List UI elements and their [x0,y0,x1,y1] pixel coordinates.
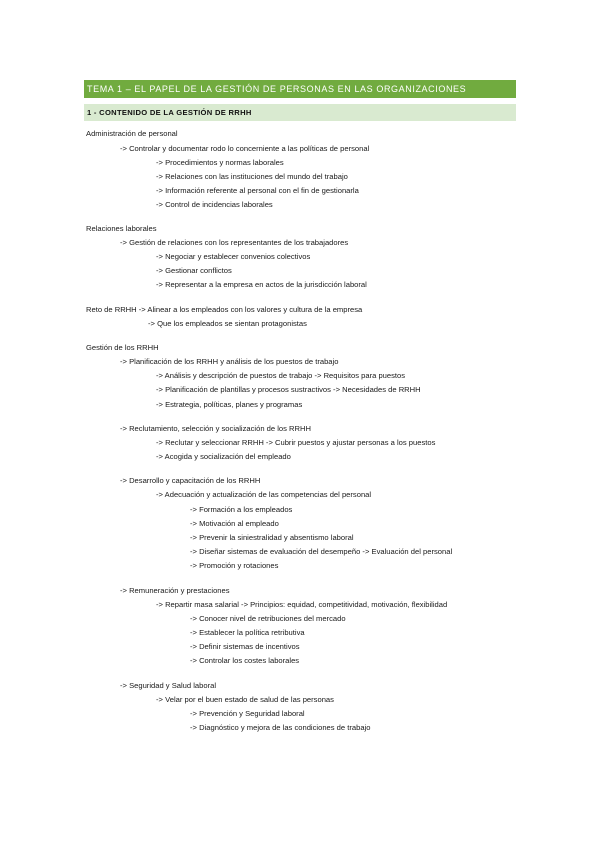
outline-item: -> Gestión de relaciones con los representantes de los trabajadores [120,238,349,247]
outline-subsubitem: -> Diseñar sistemas de evaluación del desempeño -> Evaluación del personal [190,547,453,556]
outline-item: -> Seguridad y Salud laboral [120,681,217,690]
outline-subitem: -> Procedimientos y normas laborales [156,158,284,167]
outline-subsubitem: -> Prevención y Seguridad laboral [190,709,305,718]
outline-subitem: -> Reclutar y seleccionar RRHH -> Cubrir puestos y ajustar personas a los puestos [156,438,436,447]
outline-heading: Relaciones laborales [86,224,157,233]
outline-subitem: -> Representar a la empresa en actos de la jurisdicción laboral [156,280,367,289]
outline-subsubitem: -> Formación a los empleados [190,505,293,514]
outline-subitem: -> Adecuación y actualización de las competencias del personal [156,490,372,499]
outline-subsubitem: -> Definir sistemas de incentivos [190,642,300,651]
section-heading: 1 - CONTENIDO DE LA GESTIÓN DE RRHH [87,108,252,117]
outline-item: -> Reclutamiento, selección y socialización de los RRHH [120,424,311,433]
outline-heading: Reto de RRHH -> Alinear a los empleados con los valores y cultura de la empresa [86,305,363,314]
outline-subsubitem: -> Establecer la política retributiva [190,628,305,637]
document-title: TEMA 1 – EL PAPEL DE LA GESTIÓN DE PERSONAS EN LAS ORGANIZACIONES [87,84,467,94]
outline-subsubitem: -> Promoción y rotaciones [190,561,279,570]
outline-subsubitem: -> Controlar los costes laborales [190,656,300,665]
outline-subitem: -> Información referente al personal con el fin de gestionarla [156,186,359,195]
outline-subsubitem: -> Motivación al empleado [190,519,279,528]
outline-subitem: -> Análisis y descripción de puestos de trabajo -> Requisitos para puestos [156,371,406,380]
outline-subitem: -> Planificación de plantillas y procesos sustractivos -> Necesidades de RRHH [156,385,421,394]
outline-subitem: -> Negociar y establecer convenios colectivos [156,252,311,261]
document-title-banner [84,80,516,98]
outline-item: -> Planificación de los RRHH y análisis de los puestos de trabajo [120,357,339,366]
outline-subitem: -> Control de incidencias laborales [156,200,273,209]
outline-subitem: -> Repartir masa salarial -> Principios: equidad, competitividad, motivación, flexibilidad [156,600,448,609]
section-heading-banner [84,104,516,121]
outline-heading: Administración de personal [86,129,178,138]
outline-subitem: -> Velar por el buen estado de salud de las personas [156,695,334,704]
outline-subsubitem: -> Conocer nivel de retribuciones del mercado [190,614,346,623]
outline-subsubitem: -> Diagnóstico y mejora de las condiciones de trabajo [190,723,371,732]
outline-subitem: -> Gestionar conflictos [156,266,232,275]
outline-item: -> Controlar y documentar rodo lo concerniente a las políticas de personal [120,144,370,153]
outline-subitem: -> Acogida y socialización del empleado [156,452,291,461]
outline-item: -> Desarrollo y capacitación de los RRHH [120,476,261,485]
outline-heading: Gestión de los RRHH [86,343,159,352]
outline-subitem: -> Relaciones con las instituciones del mundo del trabajo [156,172,348,181]
outline-item: -> Remuneración y prestaciones [120,586,230,595]
outline-item: -> Que los empleados se sientan protagonistas [148,319,307,328]
outline-subsubitem: -> Prevenir la siniestralidad y absentismo laboral [190,533,354,542]
outline-subitem: -> Estrategia, políticas, planes y programas [156,400,303,409]
